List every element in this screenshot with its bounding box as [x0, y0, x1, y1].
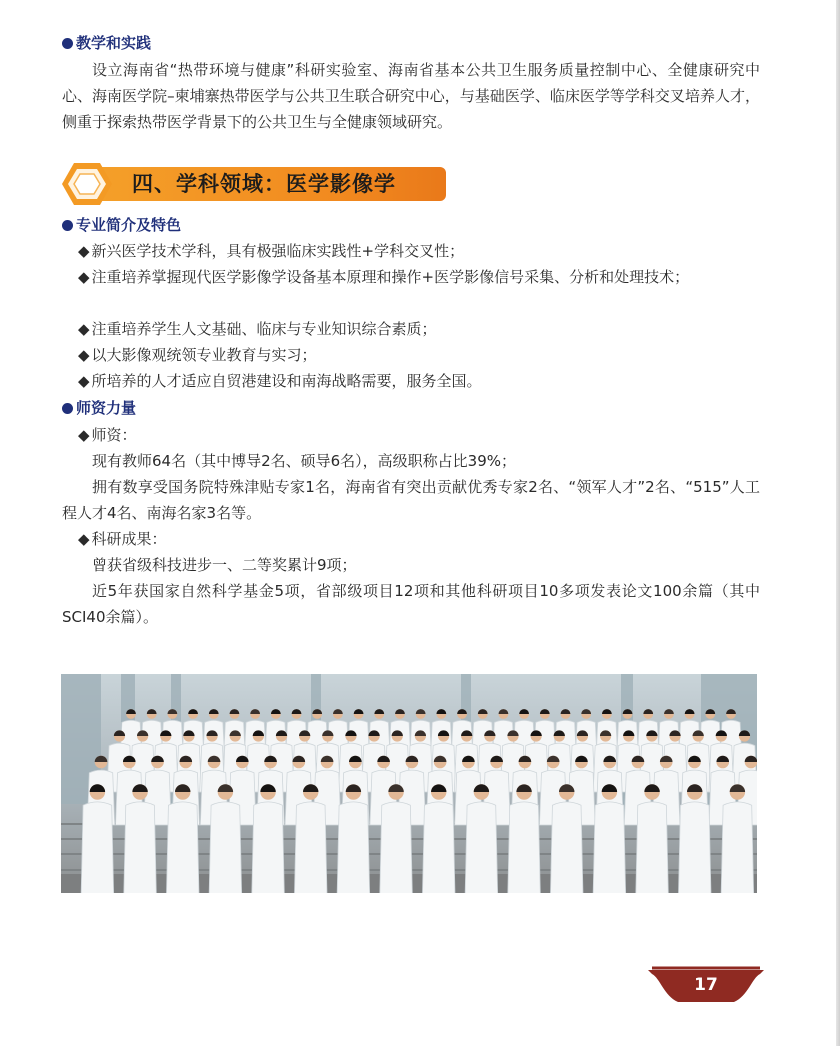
diamond-bullet-icon: ◆	[78, 320, 90, 338]
profile-item-text: 注重培养学生人文基础、临床与专业知识综合素质；	[91, 320, 437, 338]
profile-item	[62, 238, 760, 264]
profile-item	[62, 316, 760, 342]
diamond-bullet-icon: ◆	[78, 530, 90, 548]
bullet-dot-icon	[62, 403, 73, 414]
banner-title: 四、学科领域：医学影像学	[132, 172, 396, 196]
profile-item-text: 以大影像观统领专业教育与实习；	[91, 346, 317, 364]
page-number: 17	[694, 975, 718, 995]
teaching-paragraph: 设立海南省“热带环境与健康”科研实验室、海南省基本公共卫生服务质量控制中心、全健康研究中心、海南医学院–柬埔寨热带医学与公共卫生联合研究中心，与基础医学、临床医学等学科交叉培养人才，侧重于探索热带医学背景下的公共卫生与全健康领域研究。	[62, 61, 760, 131]
teachers-label	[62, 422, 760, 448]
teachers-line: 现有教师64名（其中博导2名、硕导6名），高级职称占比39%；	[92, 452, 517, 470]
diamond-bullet-icon: ◆	[78, 426, 90, 444]
teaching-heading-text: 教学和实践	[76, 34, 152, 52]
research-line: 近5年获国家自然科学基金5项，省部级项目12项和其他科研项目10多项发表论文100余篇（其中SCI40余篇）。	[62, 582, 760, 626]
profile-heading-text: 专业简介及特色	[76, 216, 182, 234]
profile-item	[62, 368, 760, 394]
teaching-heading	[62, 33, 151, 53]
profile-item-text: 所培养的人才适应自贸港建设和南海战略需要，服务全国。	[91, 372, 482, 390]
diamond-bullet-icon: ◆	[78, 346, 90, 364]
diamond-bullet-icon: ◆	[78, 268, 90, 286]
research-label	[62, 526, 760, 552]
teachers-label-text: 师资：	[91, 426, 137, 444]
profile-item	[62, 264, 760, 290]
teachers-line: 拥有数享受国务院特殊津贴专家1名，海南省有突出贡献优秀专家2名、“领军人才”2名、“515”人工程人才4名、南海名家3名等。	[62, 478, 760, 522]
research-line: 曾获省级科技进步一、二等奖累计9项；	[92, 556, 357, 574]
research-label-text: 科研成果：	[91, 530, 167, 548]
profile-heading	[62, 215, 181, 235]
group-photo	[61, 674, 757, 893]
page-edge	[836, 0, 840, 1046]
bullet-dot-icon	[62, 220, 73, 231]
profile-item	[62, 342, 760, 368]
diamond-bullet-icon: ◆	[78, 372, 90, 390]
faculty-heading-text: 师资力量	[76, 399, 137, 417]
faculty-heading	[62, 398, 136, 418]
hexagon-icon	[62, 161, 112, 207]
profile-item-text: 注重培养掌握现代医学影像学设备基本原理和操作+医学影像信号采集、分析和处理技术；	[91, 268, 690, 286]
profile-item-text: 新兴医学技术学科，具有极强临床实践性+学科交叉性；	[91, 242, 465, 260]
group-photo-illustration	[61, 674, 757, 893]
bullet-dot-icon	[62, 38, 73, 49]
diamond-bullet-icon: ◆	[78, 242, 90, 260]
section-banner	[62, 161, 446, 207]
